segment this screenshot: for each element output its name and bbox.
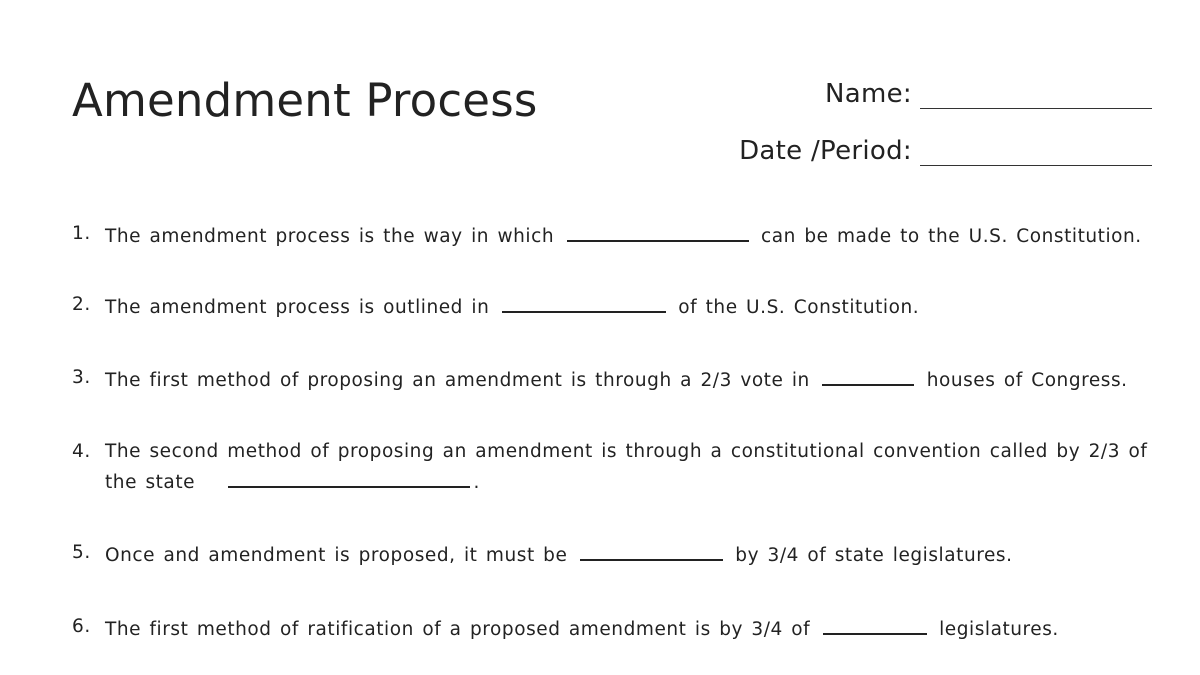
question-number: 4.	[72, 441, 91, 462]
question-text-after: of the U.S. Constitution.	[678, 297, 920, 318]
answer-blank-4[interactable]	[228, 466, 470, 488]
question-text-before: The first method of ratification of a proposed amendment is by 3/4 of	[105, 619, 811, 640]
question-number: 5.	[72, 542, 91, 563]
answer-blank-6[interactable]	[823, 613, 927, 635]
question-text-before: The first method of proposing an amendment is through a 2/3 vote in	[105, 370, 810, 391]
question-number: 2.	[72, 294, 91, 315]
question-text-after: houses of Congress.	[926, 370, 1128, 391]
page-title: Amendment Process	[72, 74, 538, 127]
question-number: 1.	[72, 223, 91, 244]
question-text-before: The amendment process is the way in which	[105, 226, 555, 247]
answer-blank-2[interactable]	[502, 291, 666, 313]
question-text-after: can be made to the U.S. Constitution.	[761, 226, 1142, 247]
date-period-field-row	[739, 136, 1152, 166]
answer-blank-5[interactable]	[580, 539, 723, 561]
question-number: 6.	[72, 616, 91, 637]
question-text-before: The second method of proposing an amendment is through a constitutional convention called by 2/3 of the state	[105, 441, 1148, 493]
question-1	[72, 220, 1162, 251]
question-text-after: .	[473, 472, 480, 493]
question-text-after: by 3/4 of state legislatures.	[735, 545, 1013, 566]
question-3	[72, 364, 1162, 395]
answer-blank-1[interactable]	[567, 220, 749, 242]
question-text-before: Once and amendment is proposed, it must be	[105, 545, 568, 566]
date-period-field[interactable]	[920, 137, 1152, 166]
answer-blank-3[interactable]	[822, 364, 914, 386]
question-text-before: The amendment process is outlined in	[105, 297, 490, 318]
question-number: 3.	[72, 367, 91, 388]
question-6	[72, 613, 1162, 644]
date-period-label: Date /Period:	[739, 136, 912, 166]
name-field-row	[825, 79, 1152, 109]
question-2	[72, 291, 1162, 322]
name-field[interactable]	[920, 80, 1152, 109]
name-label: Name:	[825, 79, 912, 109]
question-text-after: legislatures.	[939, 619, 1059, 640]
question-4	[72, 438, 1162, 497]
question-5	[72, 539, 1162, 570]
question-list	[72, 220, 1162, 644]
